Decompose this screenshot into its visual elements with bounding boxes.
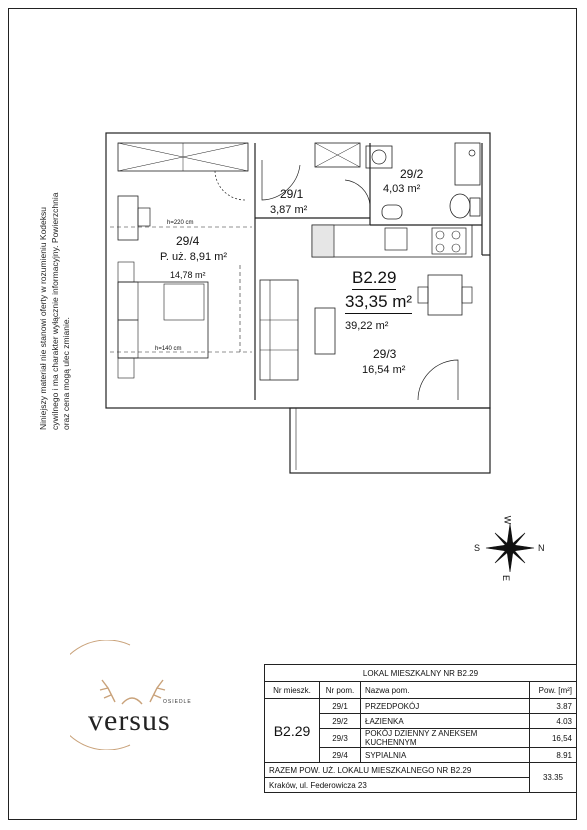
- table-row: [265, 699, 577, 714]
- total-row: [265, 763, 577, 778]
- unit-cell: B2.29: [265, 699, 320, 763]
- logo-subtitle: OSIEDLE: [163, 699, 192, 705]
- sofa: [260, 280, 298, 380]
- unit-area-label: 33,35 m²: [345, 292, 412, 314]
- door-bathroom: [345, 180, 370, 205]
- compass-n: N: [538, 543, 545, 553]
- kitchen-counter: [312, 225, 472, 257]
- room-area-29-1: 3,87 m²: [270, 204, 308, 216]
- room-no-cell: 29/4: [320, 748, 361, 763]
- room-area-29-4: P. uż. 8,91 m²: [160, 251, 228, 263]
- room-name-cell: SYPIALNIA: [361, 748, 530, 763]
- door-bedroom: [215, 171, 245, 200]
- room-area-cell: 8.91: [530, 748, 577, 763]
- disclaimer: [38, 130, 73, 430]
- room-number-29-3: 29/3: [373, 347, 397, 361]
- compass-s: S: [474, 543, 481, 553]
- desk: [118, 196, 138, 240]
- logo-word: versus: [88, 704, 171, 737]
- table-header-row: [265, 682, 577, 699]
- room-area-cell: 16,54: [530, 729, 577, 748]
- header-area: Pow. [m²]: [530, 682, 577, 699]
- room-area-29-3: 16,54 m²: [362, 364, 406, 376]
- toilet: [450, 194, 470, 218]
- balcony: [290, 408, 490, 473]
- disclaimer-line-3: oraz cena mogą ulec zmianie.: [61, 317, 71, 430]
- table-title-row: [265, 665, 577, 682]
- room-area-cell: 3.87: [530, 699, 577, 714]
- room-name-cell: ŁAZIENKA: [361, 714, 530, 729]
- room-name-cell: POKÓJ DZIENNY Z ANEKSEM KUCHENNYM: [361, 729, 530, 748]
- compass-e: E: [501, 574, 512, 582]
- total-label: RAZEM POW. UŻ. LOKALU MIESZKALNEGO NR B2.29: [265, 763, 530, 778]
- total-value: 33.35: [530, 763, 577, 793]
- gross-area-label: 39,22 m²: [345, 320, 389, 332]
- room-number-29-4: 29/4: [176, 234, 200, 248]
- compass-rose: [486, 524, 534, 572]
- table-title: LOKAL MIESZKALNY NR B2.29: [265, 665, 577, 682]
- room-number-29-2: 29/2: [400, 167, 424, 181]
- address: Kraków, ul. Federowicza 23: [265, 778, 530, 793]
- sink: [382, 205, 402, 219]
- room-area-29-2: 4,03 m²: [383, 183, 421, 195]
- header-unit: Nr mieszk.: [265, 682, 320, 699]
- height-label-220: h=220 cm: [167, 220, 194, 226]
- kitchen-sink: [385, 228, 407, 250]
- disclaimer-line-2: cywilnego i ma charakter wyłącznie informacyjny. Powierzchnia: [49, 192, 60, 430]
- room-area-cell: 4.03: [530, 714, 577, 729]
- unit-info-table: [264, 664, 577, 793]
- header-room-name: Nazwa pom.: [361, 682, 530, 699]
- unit-id-label: B2.29: [352, 268, 396, 290]
- height-label-140: h=140 cm: [155, 346, 182, 352]
- room-no-cell: 29/3: [320, 729, 361, 748]
- header-room-no: Nr pom.: [320, 682, 361, 699]
- disclaimer-line-1: Niniejszy materiał nie stanowi oferty w rozumieniu Kodeksu: [38, 207, 48, 430]
- door-balcony: [418, 360, 458, 400]
- shower: [455, 143, 480, 185]
- dining-table: [428, 275, 462, 315]
- room-no-cell: 29/2: [320, 714, 361, 729]
- compass-w: W: [502, 515, 513, 525]
- coffee-table: [315, 308, 335, 354]
- room-subarea-29-4: 14,78 m²: [170, 270, 206, 280]
- room-number-29-1: 29/1: [280, 187, 304, 201]
- room-no-cell: 29/1: [320, 699, 361, 714]
- room-name-cell: PRZEDPOKÓJ: [361, 699, 530, 714]
